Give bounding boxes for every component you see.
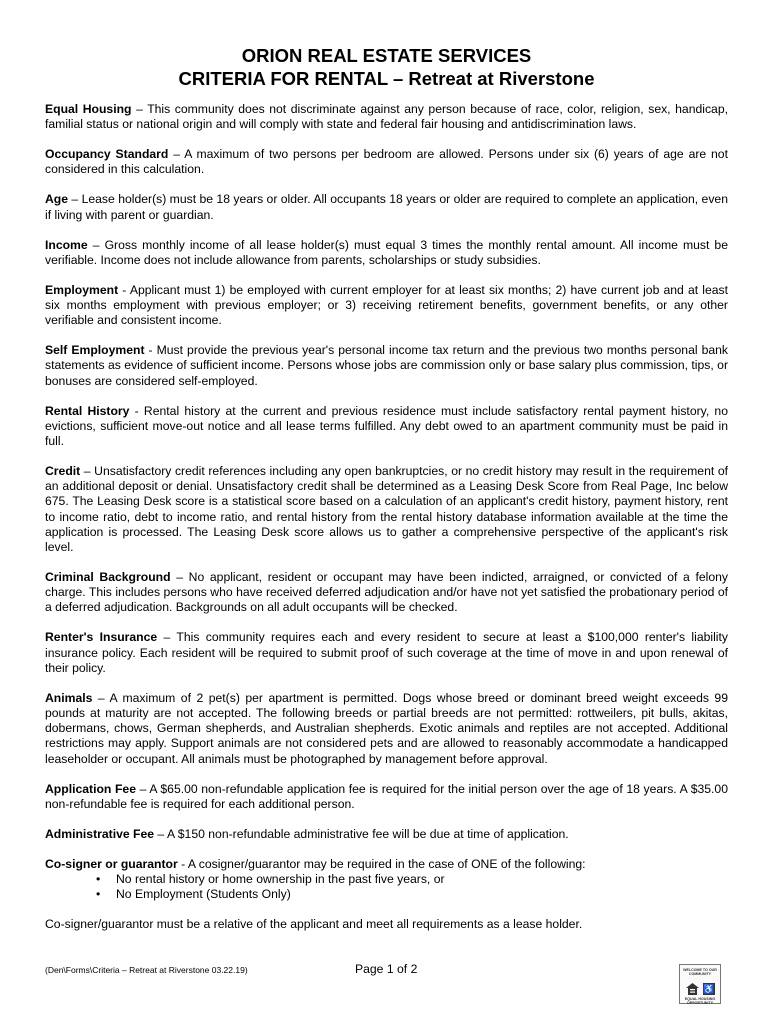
cosigner-bullet: • No rental history or home ownership in the past five years, or bbox=[116, 872, 728, 887]
cosigner-text: A cosigner/guarantor may be required in the case of ONE of the following: bbox=[187, 856, 586, 871]
section-separator: – bbox=[157, 630, 177, 645]
section-heading: Administrative Fee bbox=[45, 826, 155, 841]
footer-page-number: Page 1 of 2 bbox=[355, 962, 418, 976]
footer-file-reference: (Den\Forms\Criteria – Retreat at Riverstone 03.22.19) bbox=[45, 965, 248, 975]
section-text: Rental history at the current and previous residence must include satisfactory rental payment history, no evictions, sufficient move-out notice and all lease terms fulfilled. Any debt owed to an apartment community must be paid in full. bbox=[45, 403, 728, 449]
criteria-section bbox=[45, 102, 728, 132]
criteria-section bbox=[45, 691, 728, 767]
logo-equal-housing-text: EQUAL HOUSING OPPORTUNITY bbox=[684, 997, 716, 1005]
cosigner-separator: - bbox=[177, 856, 188, 871]
equal-housing-icon bbox=[686, 983, 699, 995]
section-text: Must provide the previous year's personal income tax return and the previous two months personal bank statements as evidence of sufficient income. Persons whose jobs are commission only or base salary plus commission, tips, or bonuses are considered self-employed. bbox=[45, 343, 729, 388]
section-heading: Self Employment bbox=[45, 343, 145, 358]
section-heading: Age bbox=[45, 192, 69, 207]
cosigner-bullet: • No Employment (Students Only) bbox=[116, 887, 728, 902]
equal-housing-logo bbox=[679, 964, 721, 1004]
section-separator: – bbox=[87, 237, 105, 252]
section-heading: Employment bbox=[45, 282, 119, 297]
criteria-section bbox=[45, 404, 728, 450]
section-text: Unsatisfactory credit references including any open bankruptcies, or no credit history may result in the requirement of an additional deposit or denial. Unsatisfactory credit shall be determined as a Leasing Desk Score from Real Page, Inc below 675. The Leasing Desk score is a statistical score based on a calculation of an applicant's credit history, payment history, rent to income ratio, debt to income ratio, and rental history from the rental history database information available at the time the application is processed. The Leasing Desk score allows us to gather a comprehensive perspective of the applicant's risk level. bbox=[45, 464, 728, 555]
section-text: This community requires each and every resident to secure at least a $100,000 renter's liability insurance policy. Each resident will be required to submit proof of such coverage at the time of move in and upon renewal of their policy. bbox=[45, 630, 728, 675]
criteria-section bbox=[45, 782, 728, 812]
document-title-line2: CRITERIA FOR RENTAL – Retreat at Riverstone bbox=[178, 68, 595, 89]
section-separator: – bbox=[170, 570, 189, 585]
section-text: A maximum of two persons per bedroom are allowed. Persons under six (6) years of age are not considered in this calculation. bbox=[45, 147, 728, 177]
criteria-section bbox=[45, 343, 728, 389]
criteria-section bbox=[45, 147, 728, 177]
section-separator: – bbox=[80, 464, 95, 479]
section-separator: – bbox=[68, 192, 82, 207]
criteria-section bbox=[45, 570, 728, 616]
cosigner-heading: Co-signer or guarantor bbox=[45, 856, 178, 871]
section-heading: Rental History bbox=[45, 403, 130, 418]
section-text: Gross monthly income of all lease holder(s) must equal 3 times the monthly rental amount. All income must be verifiable. Income does not include allowance from parents, scholarships or study subsidies. bbox=[45, 237, 728, 267]
cosigner-closing-text: Co-signer/guarantor must be a relative of the applicant and meet all requirements as a lease holder. bbox=[45, 917, 583, 932]
section-text: A $65.00 non-refundable application fee is required for the initial person over the age of 18 years. A $35.00 non-refundable fee is required for each additional person. bbox=[45, 781, 728, 811]
section-heading: Income bbox=[45, 237, 88, 252]
section-heading: Criminal Background bbox=[45, 570, 171, 585]
section-text: Applicant must 1) be employed with current employer for at least six months; 2) have current job and at least six months employment with previous employer; or 3) receiving retirement benefits, government benefits, or any other verifiable and consistent income. bbox=[45, 282, 728, 328]
cosigner-bullet-list bbox=[45, 872, 728, 902]
section-text: This community does not discriminate against any person because of race, color, religion, sex, handicap, familial status or national origin and will comply with state and federal fair housing and antidiscrimination laws. bbox=[45, 102, 728, 132]
criteria-section bbox=[45, 238, 728, 268]
cosigner-section bbox=[45, 857, 728, 872]
section-text: A maximum of 2 pet(s) per apartment is permitted. Dogs whose breed or dominant breed weight exceeds 99 pounds at maturity are not accepted. The following breeds or partial breeds are not permitted: rottweilers, pit bulls, akitas, dobermans, chows, German shepherds, and Australian shepherds. Exotic animals and reptiles are not accepted. Additional restrictions may apply. Support animals are not considered pets and are allowed to reasonably accommodate a handicapped leaseholder or occupant. All animals must be photographed by management before approval. bbox=[45, 690, 728, 766]
section-heading: Occupancy Standard bbox=[45, 147, 169, 162]
document-title-line1: ORION REAL ESTATE SERVICES bbox=[241, 45, 532, 66]
section-text: Lease holder(s) must be 18 years or older. All occupants 18 years or older are required to complete an application, even if living with parent or guardian. bbox=[45, 192, 728, 222]
section-separator: – bbox=[168, 147, 185, 162]
section-separator: – bbox=[135, 781, 150, 796]
section-text: A $150 non-refundable administrative fee will be due at time of application. bbox=[166, 826, 569, 841]
section-heading: Equal Housing bbox=[45, 102, 132, 116]
wheelchair-icon: ♿ bbox=[703, 984, 715, 994]
section-heading: Renter's Insurance bbox=[45, 630, 158, 645]
criteria-section bbox=[45, 827, 728, 842]
logo-welcome-text: WELCOME TO OUR COMMUNITY bbox=[683, 968, 717, 976]
document-page bbox=[45, 44, 728, 932]
criteria-section bbox=[45, 283, 728, 329]
section-separator: – bbox=[154, 826, 167, 841]
criteria-section bbox=[45, 192, 728, 222]
criteria-section bbox=[45, 630, 728, 676]
section-separator: – bbox=[131, 102, 148, 116]
section-text: No applicant, resident or occupant may have been indicted, arraigned, or convicted of a felony charge. This includes persons who have received deferred adjudication and/or have not yet satisfied the probationary period of a deferred adjudication. Backgrounds on all adult occupants will be checked. bbox=[45, 570, 728, 615]
section-heading: Application Fee bbox=[45, 781, 136, 796]
section-separator: - bbox=[118, 282, 130, 297]
section-separator: – bbox=[92, 690, 110, 705]
section-separator: - bbox=[144, 343, 157, 358]
section-separator: - bbox=[129, 403, 144, 418]
criteria-sections bbox=[45, 102, 728, 842]
criteria-section bbox=[45, 464, 728, 555]
section-heading: Animals bbox=[45, 690, 93, 705]
section-heading: Credit bbox=[45, 464, 81, 479]
